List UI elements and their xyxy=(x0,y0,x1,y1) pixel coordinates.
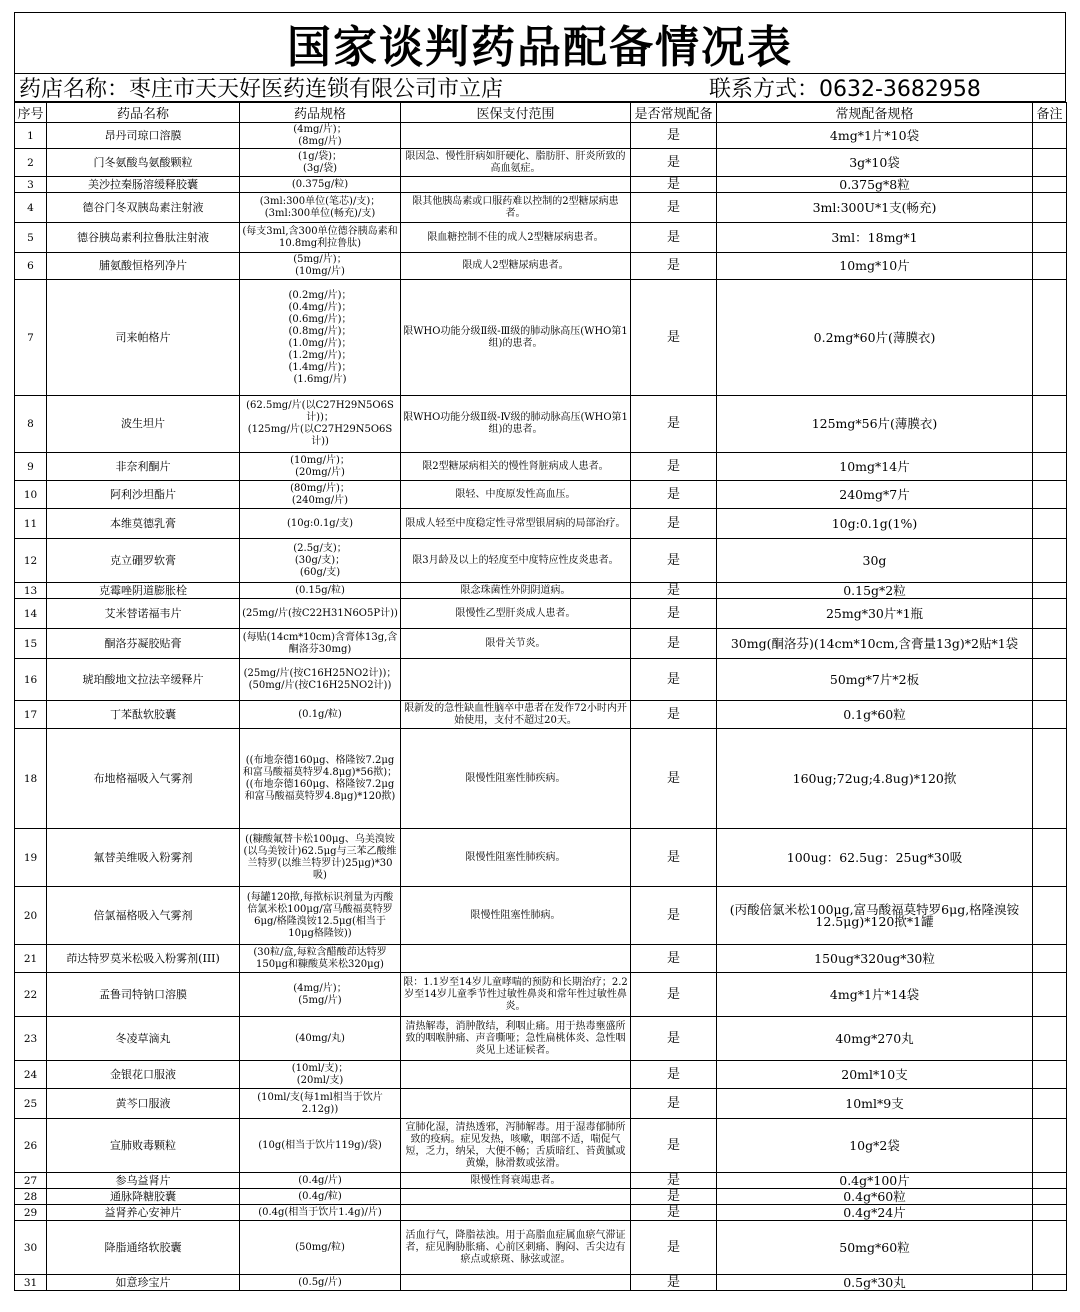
supply-spec: 10mg*10片 xyxy=(717,253,1033,280)
row-number: 7 xyxy=(15,280,47,396)
table-row xyxy=(15,177,1067,193)
row-number: 30 xyxy=(15,1221,47,1275)
drug-name: 参乌益肾片 xyxy=(47,1173,240,1189)
col-header-supply: 常规配备规格 xyxy=(717,103,1033,123)
table-row xyxy=(15,973,1067,1017)
coverage-scope: 限WHO功能分级Ⅱ级-Ⅲ级的肺动脉高压(WHO第1组)的患者。 xyxy=(401,280,631,396)
table-row xyxy=(15,453,1067,481)
table-row xyxy=(15,829,1067,887)
table-row xyxy=(15,1275,1067,1291)
row-number: 4 xyxy=(15,193,47,223)
stocked-flag: 是 xyxy=(631,659,717,701)
row-number: 17 xyxy=(15,701,47,729)
col-header-name: 药品名称 xyxy=(47,103,240,123)
supply-spec: 125mg*56片(薄膜衣) xyxy=(717,396,1033,453)
drug-name: 琥珀酸地文拉法辛缓释片 xyxy=(47,659,240,701)
drug-name: 黄芩口服液 xyxy=(47,1089,240,1119)
drug-spec: ((糠酸氟替卡松100μg、乌美溴铵(以乌美铵计)62.5μg与三苯乙酸维兰特罗(以维兰特罗计)25μg)*30吸) xyxy=(240,829,401,887)
coverage-scope: 限慢性肾衰竭患者。 xyxy=(401,1173,631,1189)
coverage-scope: 限念珠菌性外阴阴道病。 xyxy=(401,583,631,599)
col-header-note: 备注 xyxy=(1033,103,1067,123)
drug-name: 德谷胰岛素利拉鲁肽注射液 xyxy=(47,223,240,253)
drug-spec: (0.4g/片) xyxy=(240,1173,401,1189)
supply-spec: 240mg*7片 xyxy=(717,481,1033,509)
table-row xyxy=(15,396,1067,453)
stocked-flag: 是 xyxy=(631,253,717,280)
row-number: 27 xyxy=(15,1173,47,1189)
drug-spec: (4mg/片)； (8mg/片) xyxy=(240,123,401,149)
table-row xyxy=(15,193,1067,223)
row-number: 11 xyxy=(15,509,47,539)
remark xyxy=(1033,280,1067,396)
drug-name: 艾米替诺福韦片 xyxy=(47,599,240,629)
drug-spec: (50mg/粒) xyxy=(240,1221,401,1275)
drug-name: 如意珍宝片 xyxy=(47,1275,240,1291)
drug-name: 孟鲁司特钠口溶膜 xyxy=(47,973,240,1017)
remark xyxy=(1033,223,1067,253)
remark xyxy=(1033,829,1067,887)
store-name: 药店名称：枣庄市天天好医药连锁有限公司市立店 xyxy=(19,77,504,102)
supply-spec: 20ml*10支 xyxy=(717,1061,1033,1089)
row-number: 22 xyxy=(15,973,47,1017)
row-number: 18 xyxy=(15,729,47,829)
remark xyxy=(1033,1061,1067,1089)
remark xyxy=(1033,599,1067,629)
drug-spec: (0.375g/粒) xyxy=(240,177,401,193)
coverage-scope: 限慢性阻塞性肺疾病。 xyxy=(401,829,631,887)
row-number: 23 xyxy=(15,1017,47,1061)
stocked-flag: 是 xyxy=(631,1061,717,1089)
row-number: 28 xyxy=(15,1189,47,1205)
coverage-scope: 限因急、慢性肝病如肝硬化、脂肪肝、肝炎所致的高血氨症。 xyxy=(401,149,631,177)
drug-name: 布地格福吸入气雾剂 xyxy=(47,729,240,829)
drug-name: 波生坦片 xyxy=(47,396,240,453)
remark xyxy=(1033,659,1067,701)
stocked-flag: 是 xyxy=(631,1221,717,1275)
drug-spec: (10mg/片)； (20mg/片) xyxy=(240,453,401,481)
supply-spec: 4mg*1片*14袋 xyxy=(717,973,1033,1017)
remark xyxy=(1033,509,1067,539)
remark xyxy=(1033,1017,1067,1061)
stocked-flag: 是 xyxy=(631,280,717,396)
stocked-flag: 是 xyxy=(631,177,717,193)
stocked-flag: 是 xyxy=(631,583,717,599)
stocked-flag: 是 xyxy=(631,1189,717,1205)
row-number: 29 xyxy=(15,1205,47,1221)
table-row xyxy=(15,539,1067,583)
remark xyxy=(1033,629,1067,659)
stocked-flag: 是 xyxy=(631,509,717,539)
title-row xyxy=(14,12,1066,74)
col-header-spec: 药品规格 xyxy=(240,103,401,123)
drug-spec: (25mg/片(按C16H25NO2计))； (50mg/片(按C16H25NO2计)) xyxy=(240,659,401,701)
stocked-flag: 是 xyxy=(631,149,717,177)
coverage-scope: 清热解毒，消肿散结，利咽止痛。用于热毒壅盛所致的咽喉肿痛、声音嘶哑；急性扁桃体炎、急性咽炎见上述证候者。 xyxy=(401,1017,631,1061)
stocked-flag: 是 xyxy=(631,1017,717,1061)
remark xyxy=(1033,1089,1067,1119)
remark xyxy=(1033,193,1067,223)
stocked-flag: 是 xyxy=(631,1119,717,1173)
supply-spec: 0.15g*2粒 xyxy=(717,583,1033,599)
remark xyxy=(1033,1189,1067,1205)
row-number: 5 xyxy=(15,223,47,253)
drug-spec: (0.1g/粒) xyxy=(240,701,401,729)
supply-spec: 10ml*9支 xyxy=(717,1089,1033,1119)
row-number: 19 xyxy=(15,829,47,887)
drug-spec: (0.4g(相当于饮片1.4g)/片) xyxy=(240,1205,401,1221)
table-row xyxy=(15,123,1067,149)
drug-spec: (10ml/支(每1ml相当于饮片2.12g)) xyxy=(240,1089,401,1119)
table-row xyxy=(15,1221,1067,1275)
coverage-scope: 限新发的急性缺血性脑卒中患者在发作72小时内开始使用，支付不超过20天。 xyxy=(401,701,631,729)
drug-spec: (80mg/片)； (240mg/片) xyxy=(240,481,401,509)
col-header-scope: 医保支付范围 xyxy=(401,103,631,123)
coverage-scope: 限成人2型糖尿病患者。 xyxy=(401,253,631,280)
drug-name: 阿利沙坦酯片 xyxy=(47,481,240,509)
drug-name: 克霉唑阴道膨胀栓 xyxy=(47,583,240,599)
table-row xyxy=(15,659,1067,701)
info-row xyxy=(14,74,1066,102)
coverage-scope: 限慢性阻塞性肺病。 xyxy=(401,887,631,945)
stocked-flag: 是 xyxy=(631,973,717,1017)
row-number: 2 xyxy=(15,149,47,177)
stocked-flag: 是 xyxy=(631,481,717,509)
drug-spec: (2.5g/支)； (30g/支)； (60g/支) xyxy=(240,539,401,583)
stocked-flag: 是 xyxy=(631,729,717,829)
supply-spec: 0.4g*100片 xyxy=(717,1173,1033,1189)
table-row xyxy=(15,1089,1067,1119)
drug-spec: (3ml:300单位(笔芯)/支)； (3ml:300单位(畅充)/支) xyxy=(240,193,401,223)
row-number: 3 xyxy=(15,177,47,193)
drug-name: 茚达特罗莫米松吸入粉雾剂(III) xyxy=(47,945,240,973)
remark xyxy=(1033,945,1067,973)
drug-spec: (10g:0.1g/支) xyxy=(240,509,401,539)
supply-spec: 3ml:300U*1支(畅充) xyxy=(717,193,1033,223)
stocked-flag: 是 xyxy=(631,223,717,253)
row-number: 26 xyxy=(15,1119,47,1173)
sheet xyxy=(14,12,1066,1291)
col-header-stocked: 是否常规配备 xyxy=(631,103,717,123)
drug-name: 美沙拉秦肠溶缓释胶囊 xyxy=(47,177,240,193)
row-number: 25 xyxy=(15,1089,47,1119)
drug-name: 德谷门冬双胰岛素注射液 xyxy=(47,193,240,223)
stocked-flag: 是 xyxy=(631,1089,717,1119)
table-row xyxy=(15,1173,1067,1189)
stocked-flag: 是 xyxy=(631,1173,717,1189)
stocked-flag: 是 xyxy=(631,945,717,973)
supply-spec: 40mg*270丸 xyxy=(717,1017,1033,1061)
table-row xyxy=(15,223,1067,253)
coverage-scope: 限骨关节炎。 xyxy=(401,629,631,659)
coverage-scope: 限3月龄及以上的轻度至中度特应性皮炎患者。 xyxy=(401,539,631,583)
table-row xyxy=(15,1189,1067,1205)
stocked-flag: 是 xyxy=(631,829,717,887)
drug-name: 宣肺败毒颗粒 xyxy=(47,1119,240,1173)
coverage-scope: 活血行气，降脂祛浊。用于高脂血症属血瘀气滞证者，症见胸胁胀痛、心前区刺痛、胸闷、舌尖边有瘀点或瘀斑、脉弦或涩。 xyxy=(401,1221,631,1275)
coverage-scope xyxy=(401,1061,631,1089)
row-number: 8 xyxy=(15,396,47,453)
stocked-flag: 是 xyxy=(631,539,717,583)
table-row xyxy=(15,149,1067,177)
remark xyxy=(1033,1173,1067,1189)
table-row xyxy=(15,599,1067,629)
remark xyxy=(1033,253,1067,280)
coverage-scope xyxy=(401,123,631,149)
row-number: 1 xyxy=(15,123,47,149)
drug-name: 门冬氨酸鸟氨酸颗粒 xyxy=(47,149,240,177)
drug-spec: (10ml/支)； (20ml/支) xyxy=(240,1061,401,1089)
drug-name: 脯氨酸恒格列净片 xyxy=(47,253,240,280)
coverage-scope: 限其他胰岛素或口服药难以控制的2型糖尿病患者。 xyxy=(401,193,631,223)
supply-spec: 50mg*60粒 xyxy=(717,1221,1033,1275)
supply-spec: 100ug：62.5ug：25ug*30吸 xyxy=(717,829,1033,887)
coverage-scope xyxy=(401,177,631,193)
drug-name: 酮洛芬凝胶贴膏 xyxy=(47,629,240,659)
stocked-flag: 是 xyxy=(631,1205,717,1221)
row-number: 13 xyxy=(15,583,47,599)
stocked-flag: 是 xyxy=(631,453,717,481)
row-number: 16 xyxy=(15,659,47,701)
coverage-scope: 限轻、中度原发性高血压。 xyxy=(401,481,631,509)
drug-spec: (4mg/片)； (5mg/片) xyxy=(240,973,401,1017)
coverage-scope: 限2型糖尿病相关的慢性肾脏病成人患者。 xyxy=(401,453,631,481)
drug-name: 昂丹司琼口溶膜 xyxy=(47,123,240,149)
table-row xyxy=(15,509,1067,539)
coverage-scope xyxy=(401,1275,631,1291)
table-row xyxy=(15,280,1067,396)
supply-spec: 10g:0.1g(1%) xyxy=(717,509,1033,539)
remark xyxy=(1033,1119,1067,1173)
table-row xyxy=(15,481,1067,509)
drug-spec: (0.15g/粒) xyxy=(240,583,401,599)
drug-name: 倍氯福格吸入气雾剂 xyxy=(47,887,240,945)
table-row xyxy=(15,701,1067,729)
drug-name: 本维莫德乳膏 xyxy=(47,509,240,539)
table-row xyxy=(15,1205,1067,1221)
remark xyxy=(1033,701,1067,729)
drug-name: 丁苯酞软胶囊 xyxy=(47,701,240,729)
supply-spec: 25mg*30片*1瓶 xyxy=(717,599,1033,629)
drug-name: 通脉降糖胶囊 xyxy=(47,1189,240,1205)
row-number: 12 xyxy=(15,539,47,583)
page-title: 国家谈判药品配备情况表 xyxy=(287,22,793,73)
supply-spec: 0.1g*60粒 xyxy=(717,701,1033,729)
drug-spec: (每罐120揿,每揿标识剂量为丙酸倍氯米松100μg/富马酸福莫特罗6μg/格隆溴铵12.5μg(相当于10μg格隆铵)) xyxy=(240,887,401,945)
supply-spec: 3ml：18mg*1 xyxy=(717,223,1033,253)
remark xyxy=(1033,1275,1067,1291)
drug-spec: (每贴(14cm*10cm)含膏体13g,含酮洛芬30mg) xyxy=(240,629,401,659)
table-row xyxy=(15,887,1067,945)
table-row xyxy=(15,1017,1067,1061)
remark xyxy=(1033,453,1067,481)
stocked-flag: 是 xyxy=(631,193,717,223)
drug-table xyxy=(14,102,1067,1291)
remark xyxy=(1033,396,1067,453)
table-row xyxy=(15,629,1067,659)
drug-name: 司来帕格片 xyxy=(47,280,240,396)
supply-spec: 0.4g*24片 xyxy=(717,1205,1033,1221)
coverage-scope xyxy=(401,659,631,701)
stocked-flag: 是 xyxy=(631,599,717,629)
drug-spec: (40mg/丸) xyxy=(240,1017,401,1061)
remark xyxy=(1033,149,1067,177)
drug-name: 氟替美维吸入粉雾剂 xyxy=(47,829,240,887)
table-row xyxy=(15,583,1067,599)
drug-name: 金银花口服液 xyxy=(47,1061,240,1089)
supply-spec: 0.4g*60粒 xyxy=(717,1189,1033,1205)
remark xyxy=(1033,123,1067,149)
remark xyxy=(1033,1221,1067,1275)
supply-spec: 30g xyxy=(717,539,1033,583)
row-number: 14 xyxy=(15,599,47,629)
coverage-scope xyxy=(401,945,631,973)
stocked-flag: 是 xyxy=(631,701,717,729)
drug-name: 冬凌草滴丸 xyxy=(47,1017,240,1061)
table-header xyxy=(15,103,1067,123)
stocked-flag: 是 xyxy=(631,123,717,149)
remark xyxy=(1033,481,1067,509)
stocked-flag: 是 xyxy=(631,396,717,453)
coverage-scope: 限慢性阻塞性肺疾病。 xyxy=(401,729,631,829)
row-number: 9 xyxy=(15,453,47,481)
coverage-scope xyxy=(401,1189,631,1205)
remark xyxy=(1033,887,1067,945)
coverage-scope xyxy=(401,1205,631,1221)
contact-info: 联系方式：0632-3682958 xyxy=(709,77,981,102)
coverage-scope xyxy=(401,1089,631,1119)
stocked-flag: 是 xyxy=(631,1275,717,1291)
drug-name: 降脂通络软胶囊 xyxy=(47,1221,240,1275)
supply-spec: 150ug*320ug*30粒 xyxy=(717,945,1033,973)
coverage-scope: 限慢性乙型肝炎成人患者。 xyxy=(401,599,631,629)
row-number: 20 xyxy=(15,887,47,945)
stocked-flag: 是 xyxy=(631,629,717,659)
remark xyxy=(1033,583,1067,599)
coverage-scope: 限：1.1岁至14岁儿童哮喘的预防和长期治疗；2.2岁至14岁儿童季节性过敏性鼻炎和常年性过敏性鼻炎。 xyxy=(401,973,631,1017)
drug-spec: (62.5mg/片(以C27H29N5O6S计))； (125mg/片(以C27H29N5O6S计)) xyxy=(240,396,401,453)
remark xyxy=(1033,177,1067,193)
supply-spec: 0.375g*8粒 xyxy=(717,177,1033,193)
drug-spec: (1g/袋)； (3g/袋) xyxy=(240,149,401,177)
supply-spec: 4mg*1片*10袋 xyxy=(717,123,1033,149)
supply-spec: 160ug;72ug;4.8ug)*120揿 xyxy=(717,729,1033,829)
drug-spec: (25mg/片(按C22H31N6O5P计)) xyxy=(240,599,401,629)
supply-spec: 0.5g*30丸 xyxy=(717,1275,1033,1291)
drug-spec: (5mg/片)； (10mg/片) xyxy=(240,253,401,280)
supply-spec: 0.2mg*60片(薄膜衣) xyxy=(717,280,1033,396)
drug-spec: (0.4g/粒) xyxy=(240,1189,401,1205)
stocked-flag: 是 xyxy=(631,887,717,945)
supply-spec: 10g*2袋 xyxy=(717,1119,1033,1173)
table-row xyxy=(15,729,1067,829)
drug-spec: (每支3ml,含300单位德谷胰岛素和10.8mg利拉鲁肽) xyxy=(240,223,401,253)
supply-spec: 30mg(酮洛芬)(14cm*10cm,含膏量13g)*2贴*1袋 xyxy=(717,629,1033,659)
drug-spec: (0.2mg/片)； (0.4mg/片)； (0.6mg/片)； (0.8mg/片)； (1.0mg/片)； (1.2mg/片)； (1.4mg/片)； (1.6mg/片) xyxy=(240,280,401,396)
col-header-no: 序号 xyxy=(15,103,47,123)
table-row xyxy=(15,1061,1067,1089)
row-number: 6 xyxy=(15,253,47,280)
supply-spec: 3g*10袋 xyxy=(717,149,1033,177)
drug-name: 非奈利酮片 xyxy=(47,453,240,481)
row-number: 24 xyxy=(15,1061,47,1089)
coverage-scope: 宣肺化湿，清热透邪，泻肺解毒。用于湿毒郁肺所致的疫病。症见发热，咳嗽，咽部不适，喘促气短，乏力，纳呆，大便不畅；舌质暗红、苔黄腻或黄燥，脉滑数或弦滑。 xyxy=(401,1119,631,1173)
drug-spec: (30粒/盒,每粒含醋酸茚达特罗150μg和糠酸莫米松320μg) xyxy=(240,945,401,973)
row-number: 31 xyxy=(15,1275,47,1291)
table-row xyxy=(15,945,1067,973)
row-number: 21 xyxy=(15,945,47,973)
drug-spec: (0.5g/片) xyxy=(240,1275,401,1291)
drug-name: 克立硼罗软膏 xyxy=(47,539,240,583)
remark xyxy=(1033,729,1067,829)
supply-spec: 50mg*7片*2板 xyxy=(717,659,1033,701)
drug-name: 益肾养心安神片 xyxy=(47,1205,240,1221)
row-number: 15 xyxy=(15,629,47,659)
remark xyxy=(1033,539,1067,583)
drug-spec: ((布地奈德160μg、格隆铵7.2μg和富马酸福莫特罗4.8μg)*56揿)； ((布地奈德160μg、格隆铵7.2μg和富马酸福莫特罗4.8μg)*120揿) xyxy=(240,729,401,829)
remark xyxy=(1033,1205,1067,1221)
remark xyxy=(1033,973,1067,1017)
supply-spec: (丙酸倍氯米松100μg,富马酸福莫特罗6μg,格隆溴铵12.5μg)*120揿*1罐 xyxy=(717,887,1033,945)
table-row xyxy=(15,1119,1067,1173)
coverage-scope: 限成人轻至中度稳定性寻常型银屑病的局部治疗。 xyxy=(401,509,631,539)
table-row xyxy=(15,253,1067,280)
drug-spec: (10g(相当于饮片119g)/袋) xyxy=(240,1119,401,1173)
row-number: 10 xyxy=(15,481,47,509)
supply-spec: 10mg*14片 xyxy=(717,453,1033,481)
coverage-scope: 限血糖控制不佳的成人2型糖尿病患者。 xyxy=(401,223,631,253)
coverage-scope: 限WHO功能分级Ⅱ级-Ⅳ级的肺动脉高压(WHO第1组)的患者。 xyxy=(401,396,631,453)
